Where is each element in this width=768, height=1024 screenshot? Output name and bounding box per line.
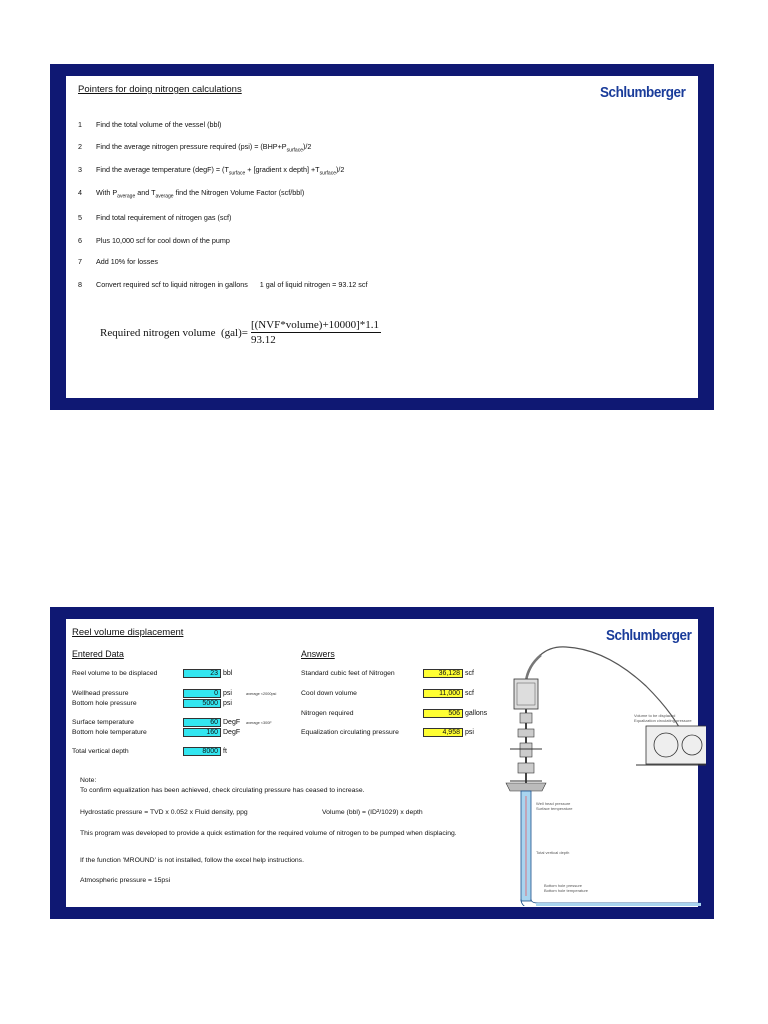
hint-text: average <2000psi	[246, 692, 277, 696]
unit-label: psi	[465, 729, 474, 736]
nitrogen-required-answer: 506	[423, 709, 463, 718]
step-2: 2 Find the average nitrogen pressure required $(psi) = (BHP+P_{surface})/2$	[78, 142, 312, 154]
answer-label: Equalization circulating pressure	[301, 729, 399, 736]
step-1: 1 Find the total volume of the vessel (bbl)	[78, 120, 222, 129]
slide-nitrogen-pointers	[50, 64, 714, 410]
coiled-tubing-diagram	[496, 641, 706, 906]
input-label: Bottom hole pressure	[72, 700, 137, 707]
unit-label: bbl	[223, 670, 233, 677]
unit-label: scf	[465, 670, 474, 677]
note-text: To confirm equalization has been achieved, check circulating pressure has ceased to increase.	[80, 787, 365, 794]
step-5: 5 Find total requirement of nitrogen gas (scf)	[78, 213, 232, 222]
slide-title: Pointers for doing nitrogen calculations	[78, 84, 242, 95]
formula-fraction	[251, 319, 381, 346]
step-3: 3 Find the average temperature (degF) = ($T_{surface}$ + [gradient x depth] $+T_{surface})/2$	[78, 165, 345, 177]
unit-label: psi	[223, 700, 232, 707]
volume-formula: Volume (bbl) = (ID²/1029) x depth	[322, 809, 423, 816]
input-label: Reel volume to be displaced	[72, 670, 158, 677]
unit-label: psi	[223, 690, 232, 697]
reel-label-2: Equalization circulating pressure	[634, 718, 692, 723]
schlumberger-logo: Schlumberger	[600, 84, 686, 101]
formula-lhs: Required nitrogen volume (gal)=	[100, 326, 248, 339]
slide-content	[66, 619, 698, 907]
total-vertical-depth-input[interactable]: 8000	[183, 747, 221, 756]
unit-label: DegF	[223, 729, 241, 736]
wellhead-pressure-input[interactable]: 0	[183, 689, 221, 698]
bottom-hole-temperature-input[interactable]: 160	[183, 728, 221, 737]
input-label: Surface temperature	[72, 719, 134, 726]
unit-label: gallons	[465, 710, 488, 717]
cool-down-volume-answer: 11,000	[423, 689, 463, 698]
formula-numerator: [(NVF*volume)+10000]*1.1	[250, 319, 380, 331]
unit-label: DegF	[223, 719, 241, 726]
answer-label: Nitrogen required	[301, 710, 354, 717]
slide-reel-volume	[50, 607, 714, 919]
slide-content	[66, 76, 698, 398]
scf-nitrogen-answer: 36,128	[423, 669, 463, 678]
formula-denominator: 93.12	[250, 334, 276, 346]
unit-label: ft	[223, 748, 227, 755]
step-8: 8 Convert required scf to liquid nitrogen in gallons 1 gal of liquid nitrogen = 93.12 scf	[78, 280, 368, 289]
reel-label-1: Volume to be displaced	[634, 713, 676, 718]
bh-label-2: Bottom hole temperature	[544, 888, 589, 893]
injector-head	[514, 679, 538, 709]
hint-text: average <300F	[246, 721, 272, 725]
answers-heading: Answers	[301, 649, 335, 659]
slide-title: Reel volume displacement	[72, 627, 184, 638]
atmospheric-pressure-note: Atmospheric pressure = 15psi	[80, 877, 171, 884]
input-label: Wellhead pressure	[72, 690, 129, 697]
hydrostatic-formula: Hydrostatic pressure = TVD x 0.052 x Fluid density, ppg	[80, 809, 248, 816]
wh-label-2: Surface temperature	[536, 806, 573, 811]
wh-label-1: Well head pressure	[536, 801, 571, 806]
bottom-hole-pressure-input[interactable]: 5000	[183, 699, 221, 708]
input-label: Total vertical depth	[72, 748, 129, 755]
reel-unit	[646, 726, 706, 764]
step-7: 7 Add 10% for losses	[78, 257, 158, 266]
bh-label-1: Bottom hole pressure	[544, 883, 583, 888]
schlumberger-logo: Schlumberger	[606, 627, 692, 644]
tvd-label: Total vertical depth	[536, 850, 570, 855]
input-label: Bottom hole temperature	[72, 729, 147, 736]
unit-label: scf	[465, 690, 474, 697]
answer-label: Cool down volume	[301, 690, 357, 697]
note-title: Note:	[80, 777, 97, 784]
equalization-pressure-answer: 4,958	[423, 728, 463, 737]
step-4: 4 With $P_{average}$ and $T_{average}$ find the Nitrogen Volume Factor (scf/bbl)	[78, 188, 305, 200]
entered-data-heading: Entered Data	[72, 649, 124, 659]
mround-instruction: If the function 'MROUND' is not installed, follow the excel help instructions.	[80, 857, 304, 864]
answer-label: Standard cubic feet of Nitrogen	[301, 670, 395, 677]
nitrogen-volume-formula	[100, 319, 381, 346]
reel-volume-input[interactable]: 23	[183, 669, 221, 678]
surface-temperature-input[interactable]: 60	[183, 718, 221, 727]
program-description: This program was developed to provide a quick estimation for the required volume of nitrogen to be pumped when displacing.	[80, 830, 457, 837]
step-6: 6 Plus 10,000 scf for cool down of the pump	[78, 236, 230, 245]
